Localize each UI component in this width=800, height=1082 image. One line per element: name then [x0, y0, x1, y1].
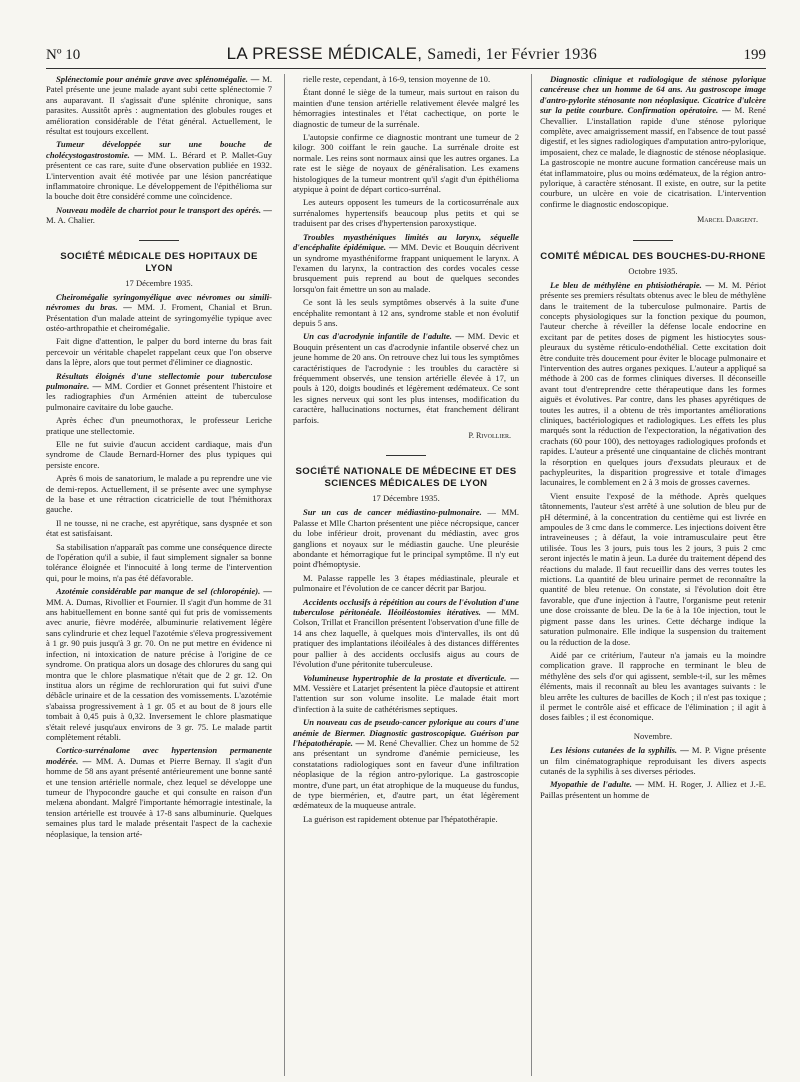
- paragraph: [293, 507, 519, 569]
- society-name: SOCIÉTÉ MÉDICALE DES HOPITAUX DE LYON: [60, 250, 258, 274]
- paragraph: [293, 132, 519, 194]
- paragraph: [46, 439, 272, 470]
- paragraph-text: rielle reste, cependant, à 16-9, tension moyenne de 10.: [303, 74, 491, 84]
- paragraph: [293, 74, 519, 84]
- communication-title: Azotémie considérable par manque de sel (chloropénie). —: [56, 586, 272, 597]
- paragraph: [293, 297, 519, 328]
- section-rule: [386, 455, 426, 456]
- paragraph: [540, 280, 766, 488]
- page-number: 199: [743, 47, 766, 63]
- column-3: [531, 74, 766, 1076]
- paragraph: [293, 597, 519, 670]
- paragraph-text: Étant donné le siège de la tumeur, mais surtout en raison du maintien d'une tension artérielle relativement élevée malgré les hémorragies intestinales et l'état cachectique, on porte le diagnostic de tumeur de la surrénale.: [293, 87, 519, 129]
- paragraph-text: Il ne tousse, ni ne crache, est apyrétique, sans dyspnée et son état est satisfaisant.: [46, 517, 272, 539]
- paragraph-text: MM. A. Dumas et Pierre Bernay. Il s'agit d'un homme de 58 ans ayant présenté antérieurement une bonne santé et une tension artérielle normale, chez lequel se développe une tumeur de l'hypocondre gauche et qui consulte en raison d'un melæna abondant. Malgré l'importante hémorragie intestinale, la tension artérielle est trouvée à 17-8 sans albuminurie. Quelques semaines plus tard le malade présentait l'aspect de la cachexie néoplasique, la tension arté-: [46, 755, 272, 839]
- paragraph: [293, 814, 519, 824]
- paragraph-text: Ce sont là les seuls symptômes observés à la suite d'une encéphalite remontant à 12 ans, syndrome stable et non évolutif depuis 5 ans.: [293, 297, 519, 328]
- paragraph: [46, 205, 272, 226]
- paragraph: [293, 331, 519, 425]
- paragraph-text: Fait digne d'attention, le palper du bord interne du bras fait percevoir un véritable chapelet rappelant ceux que l'on observe dans la lèpre, alors que tout permet d'éliminer ce diagnostic.: [46, 336, 272, 368]
- society-name: SOCIÉTÉ NATIONALE DE MÉDECINE ET DES SCIENCES MÉDICALES DE LYON: [295, 466, 517, 490]
- page-header: [46, 44, 766, 69]
- month-subheading: Novembre.: [633, 730, 673, 741]
- author-signature: Marcel Dargent.: [697, 215, 758, 225]
- paragraph-text: Après 6 mois de sanatorium, le malade a pu reprendre une vie de demi-repos. Actuellement, il se présente avec une symphyse de la base et une rétraction cicatricielle de tout l'hémithorax gauche.: [46, 473, 272, 515]
- paragraph: [46, 139, 272, 201]
- paragraph: [540, 491, 766, 647]
- paragraph-text: MM. Devic et Bouquin décrivent un syndrome myasthéniforme frappant uniquement le larynx. A l'examen du larynx, la contraction des cordes vocales cesse brusquement puis reprend au bout de quelques secondes lorsqu'on fait émettre un son au malade.: [293, 242, 519, 294]
- column-1-paragraphs: [46, 292, 272, 839]
- paragraph-text: M. Patel présente une jeune malade ayant subi cette splénectomie 7 ans auparavant. Il s'agissait d'une splénite chronique, sans parasites. Aussitôt après : augmentation des globules rouges et amélioration considérable de l'état général. Actuellement, le résultat est toujours excellent.: [46, 74, 272, 137]
- paragraph-text: MM. Devic et Bouquin présentent un cas d'acrodynie infantile observé chez un jeune homme de 20 ans. On retrouve chez lui tous les symptômes caractéristiques de l'acrodynie : les troubles du caractère si fréquemment observés, une tension artérielle élevée à 17, un pouls à 120, doigts boudinés et légèrement œdémateux. Ce sont les signes nerveux qui sont les plus intenses, modification du caractère, hallucinations nocturnes, état franchement délirant parfois.: [293, 331, 519, 425]
- text-columns: [46, 74, 766, 1076]
- column-1-top-paragraphs: [46, 74, 272, 226]
- paragraph-text: L'autopsie confirme ce diagnostic montrant une tumeur de 2 kilogr. 300 coiffant le rein gauche. La surrénale droite est normale. Les reins sont normaux ainsi que les autres organes. La rate est le siège de noyaux de généralisation. Les examens histologiques de la tumeur montrent qu'il s'agit d'un épithélioma atypique à point de départ cortico-surrénal.: [293, 132, 519, 195]
- session-date: 17 Décembre 1935.: [372, 493, 440, 504]
- communication-title: Cheiromégalie syringomyélique avec névromes ou simili-névromes du bras. —: [46, 291, 272, 313]
- communication-title: Tumeur développée sur une bouche de cholécystogastrostomie. —: [46, 139, 272, 160]
- paragraph-text: Les auteurs opposent les tumeurs de la corticosurrénale aux surrénalomes hypertensifs beaucoup plus petits et qui se traduisent par des crises d'hypertension paroxystique.: [293, 197, 519, 229]
- paragraph-text: Aidé par ce critérium, l'auteur n'a jamais eu la moindre complication grave. Il rapproche en terminant le bleu de méthylène des sels d'or qui agissent, semble-t-il, sur les mêmes éléments, mais il reconnaît au bleu les avantages suivants : le bleu arrête les cultures de bacilles de Koch ; il n'est pas toxique ; il permet le contrôle aisé et efficace de l'élimination ; il agit à doses faibles ; il est économique.: [540, 649, 766, 723]
- paragraph-text: M. René Chevallier. L'installation rapide d'une sténose pylorique complète, avec amaigrissement massif, en l'absence de tout passé digestif, et les signes radiologiques d'amputation antro-pylorique, imposaient, chez ce malade, le diagnostic de sténose néoplasique. La gastroscopie ne montre aucune formation cancéreuse mais un état inflammatoire, plus ou moins œdémateux, de la région antro-pylorique, à caractère sténosant. Il existe, en outre, sur la petite courbure, un ulcère en voie de cicatrisation. L'intervention confirme le diagnostic endoscopique.: [540, 105, 766, 209]
- column-3-bottom-paragraphs: [540, 745, 766, 800]
- paragraph: [293, 673, 519, 715]
- paragraph: [293, 197, 519, 228]
- paragraph: [293, 232, 519, 294]
- communication-title: Sur un cas de cancer médiastino-pulmonaire.: [303, 507, 482, 518]
- paragraph: [46, 473, 272, 515]
- journal-name: LA PRESSE MÉDICALE,: [226, 44, 423, 63]
- issue-number: Nº 10: [46, 47, 81, 63]
- paragraph-text: M. A. Chalier.: [46, 215, 95, 226]
- paragraph: [46, 518, 272, 539]
- paragraph: [46, 74, 272, 136]
- paragraph-text: MM. H. Roger, J. Alliez et J.-E. Paillas présentent un homme de: [540, 779, 766, 800]
- paragraph: [46, 336, 272, 367]
- communication-title: Nouveau modèle de charriot pour le transport des opérés. —: [56, 204, 272, 215]
- society-heading-2: [293, 455, 519, 503]
- paragraph: [46, 415, 272, 436]
- communication-title: Un nouveau cas de pseudo-cancer pylorique au cours d'une anémie de Biermer. Diagnostic gastroscopique. Guérison par l'hépatothérapie. —: [293, 717, 519, 748]
- paragraph: [293, 573, 519, 594]
- paragraph: [293, 87, 519, 129]
- paragraph-text: MM. Cordier et Gonnet présentent l'histoire et les radiographies d'un Arménien atteint de tuberculose pulmonaire cavitaire du lobe gauche.: [46, 380, 272, 412]
- society-heading-3: [540, 240, 766, 276]
- paragraph: [540, 745, 766, 776]
- paragraph-text: — MM. Palasse et Mlle Charton présentent une pièce nécropsique, cancer du lobe inférieur droit, provenant du médiastin, avec gros ganglions et noyaux sur le médiastin gauche. Une pleurésie abondante et hémorragique fut le principal symptôme. Il n'y eut point d'hémoptysie.: [293, 507, 519, 570]
- communication-title: Cortico-surrénalome avec hypertension permanente modérée. —: [46, 745, 272, 766]
- society-name: COMITÉ MÉDICAL DES BOUCHES-DU-RHONE: [540, 250, 766, 262]
- issue-date: Samedi, 1er Février 1936: [427, 46, 598, 63]
- paragraph-text: MM. Vessière et Latarjet présentent la pièce d'autopsie et attirent l'attention sur son volume insolite. Le malade était mort d'infection à la suite de cathétérismes septiques.: [293, 682, 519, 714]
- paragraph-text: MM. Colson, Trillat et Francillon présentent l'observation d'une fille de 14 ans chez laquelle, à quelques mois d'intervalles, ils ont dû pratiquer des implantations iléoiléales à des distances différentes pour pallier à des accidents occlusifs aigus au cours de l'évolution d'une péritonite tuberculeuse.: [293, 607, 519, 670]
- column-2-paragraphs: [293, 507, 519, 824]
- paragraph: [540, 779, 766, 800]
- paragraph-text: M. P. Vigne présente un film cinématographique reproduisant les divers aspects cutanés de la syphilis à ses diverses périodes.: [540, 745, 766, 776]
- paragraph-text: MM. L. Bérard et P. Mallet-Guy présentent ce cas rare, suite d'une observation publiée en 1932. L'intervention avait été motivée par une lésion pancréatique inflammatoire chronique. Le développement de l'épithélioma sur la bouche doit être considéré comme une coïncidence.: [46, 149, 272, 202]
- paragraph-text: Sa stabilisation n'apparaît pas comme une conséquence directe de l'opération qu'il a subie, il faut simplement signaler sa bonne tolérance éloignée et l'innocuité à long terme de l'intervention qui, pour le moins, n'a pas été défavorable.: [46, 541, 272, 583]
- column-1: [46, 74, 272, 1076]
- communication-title: Troubles myasthéniques limités au larynx, séquelle d'encéphalite épidémique. —: [293, 231, 519, 253]
- column-3-paragraphs: [540, 280, 766, 723]
- paragraph: [293, 717, 519, 811]
- communication-title: Les lésions cutanées de la syphilis. —: [550, 745, 689, 756]
- communication-title: Diagnostic clinique et radiologique de sténose pylorique cancéreuse chez un homme de 64 ans. Au gastroscope image d'antro-pylorite sténosante non néoplasique. Cicatrice d'ulcère sur la petite courbure. Confirmation opératoire. —: [540, 74, 766, 116]
- paragraph-text: M. M. Périot présente ses premiers résultats obtenus avec le bleu de méthylène dans le traitement de la tuberculose pulmonaire. Partis de concepts physiologiques sur la fonction pexique du poumon, l'auteur cherche à réveiller la défense locale endocrine en excitant par de petites doses de pigment les histiocytes sous-pleuraux du système réticulo-endothélial. Cette excitation doit être conduite très doucement pour éviter le blocage pulmonaire et l'intervention des autres organes pexiques. L'auteur a appliqué sa méthode à 200 cas de formes cliniques diverses. Il déconseille avant tout d'entreprendre cette thérapeutique dans les formes aiguës et évolutives. Par contre, dans les phases apyrétiques de toutes les autres, il a obtenu de très importantes améliorations cliniques, bactériologiques et radiologiques. Les effets les plus marqués sont la réduction de l'expectoration, la négativation des crachats (60 pour 100), des nettoyages radiologiques profonds et rapides. L'auteur a présenté une cinquantaine de clichés montrant la résorption en quelques jours d'exsudats pleuraux et de pachypleurites, la disparition progressive et totale d'images lacunaires, le comblement en 2 à 3 mois de grosses cavernes.: [540, 279, 766, 488]
- paragraph: [46, 586, 272, 742]
- paragraph: [540, 74, 766, 209]
- paragraph-text: Vient ensuite l'exposé de la méthode. Après quelques tâtonnements, l'auteur s'est arrêté à une solution de bleu pur de pH déterminé, à la concentration du centième qui est livrée en ampoules de 3 cmc dans le commerce. Les injections doivent être intraveineuses ; à défaut, la voie intramusculaire peut être utilisée. Tous les 3 jours, puis tous les 2 jours, 3 puis 2 cmc seront injectés le matin à jeun. La durée du traitement dépend des réactions du malade. Il faut recueillir dans des verres toutes les mictions. La quantité de bleu urinaire permet de reconnaître la quantité de bleu retenue. On constate, si l'évolution doit être favorable, que d'une injection à l'autre, l'organisme peut retenir une dose croissante de bleu. De la 6e à la 10e injection, tout le pigment passe dans les urines. Cette décharge indique la saturation pulmonaire. Elle indique la suspension du traitement ou la réduction de la dose.: [540, 490, 766, 647]
- column-2: [284, 74, 519, 1076]
- paragraph-text: M. Palasse rappelle les 3 étapes médiastinale, pleurale et pulmonaire et l'évolution de ce cancer décrit par Barjou.: [293, 572, 519, 594]
- column-3-top-paragraphs: [540, 74, 766, 209]
- paragraph-text: La guérison est rapidement obtenue par l'hépatothérapie.: [303, 813, 498, 824]
- paragraph-text: M. René Chevallier. Chez un homme de 52 ans présentant un syndrome d'anémie pernicieuse, les constatations radiologiques sont en faveur d'une infiltration néoplasique de la région antro-pylorique. La gastroscopie montre, d'une part, un état atrophique de la muqueuse du fundus, de type biermérien, et, d'autre part, un état légèrement œdémateux de la muqueuse antrale.: [293, 737, 519, 811]
- paragraph: [46, 745, 272, 839]
- paragraph-text: MM. A. Dumas, Rivollier et Fournier. Il s'agit d'un homme de 31 ans habituellement en bonne santé qui fut pris de vomissements avec anurie, fièvre modérée, albuminurie relativement légère sans cylindrurie et chez lequel l'azotémie s'éleva progressivement à 1 gr. 90 puis jusqu'à 3 gr. 70. On ne put mettre en évidence ni infection, ni intoxication de nature précise à l'origine de ce syndrome. On pratiqua alors un dosage des chlorures du sang qui montra que le chlore plasmatique n'était que de 2 gr. 12. On institua alors un régime de rechloruration qui fut suivi d'une débâcle urinaire et de la cessation des vomissements. L'azotémie s'abaissa progressivement à 1 gr. 05 et au bout de 8 jours elle tombait à 0,45 puis à 0,32. Inversement le chlore plasmatique s'était relevé jusqu'aux environs de 3 gr. 75. Le malade partit complètement rétabli.: [46, 596, 272, 742]
- author-signature: P. Rivollier.: [468, 431, 511, 440]
- paragraph: [46, 371, 272, 413]
- paragraph: [46, 542, 272, 584]
- column-2-top-paragraphs: [293, 74, 519, 425]
- communication-title: Accidents occlusifs à répétition au cours de l'évolution d'une tuberculose péritonéale. Iléoiléostomies itératives. —: [293, 596, 519, 618]
- session-date: Octobre 1935.: [628, 265, 678, 276]
- journal-title: [227, 44, 597, 64]
- communication-title: Un cas d'acrodynie infantile de l'adulte. —: [303, 331, 465, 342]
- session-date: 17 Décembre 1935.: [125, 277, 193, 288]
- paragraph: [46, 292, 272, 334]
- paragraph-text: Après échec d'un pneumothorax, le professeur Leriche pratique une stellectomie.: [46, 415, 272, 436]
- communication-title: Volumineuse hypertrophie de la prostate et diverticule. —: [303, 672, 519, 683]
- section-rule: [633, 240, 673, 241]
- paragraph-text: Elle ne fut suivie d'aucun accident cardiaque, mais d'un syndrome de Claude Bernard-Horner des plus typiques qui persiste encore.: [46, 438, 272, 470]
- section-rule: [139, 240, 179, 241]
- communication-title: Le bleu de méthylène en phtisiothérapie. —: [550, 279, 715, 290]
- paragraph-text: MM. J. Froment, Chanial et Brun. Présentation d'un malade atteint de syringomyélie typique avec ostéo-arthropathie et cheiromégalie.: [46, 302, 272, 333]
- paragraph: [540, 650, 766, 723]
- society-heading-1: [46, 240, 272, 288]
- communication-title: Myopathie de l'adulte. —: [550, 779, 645, 790]
- communication-title: Splénectomie pour anémie grave avec splénomégalie. —: [56, 74, 260, 84]
- communication-title: Résultats éloignés d'une stellectomie pour tuberculose pulmonaire. —: [46, 370, 272, 391]
